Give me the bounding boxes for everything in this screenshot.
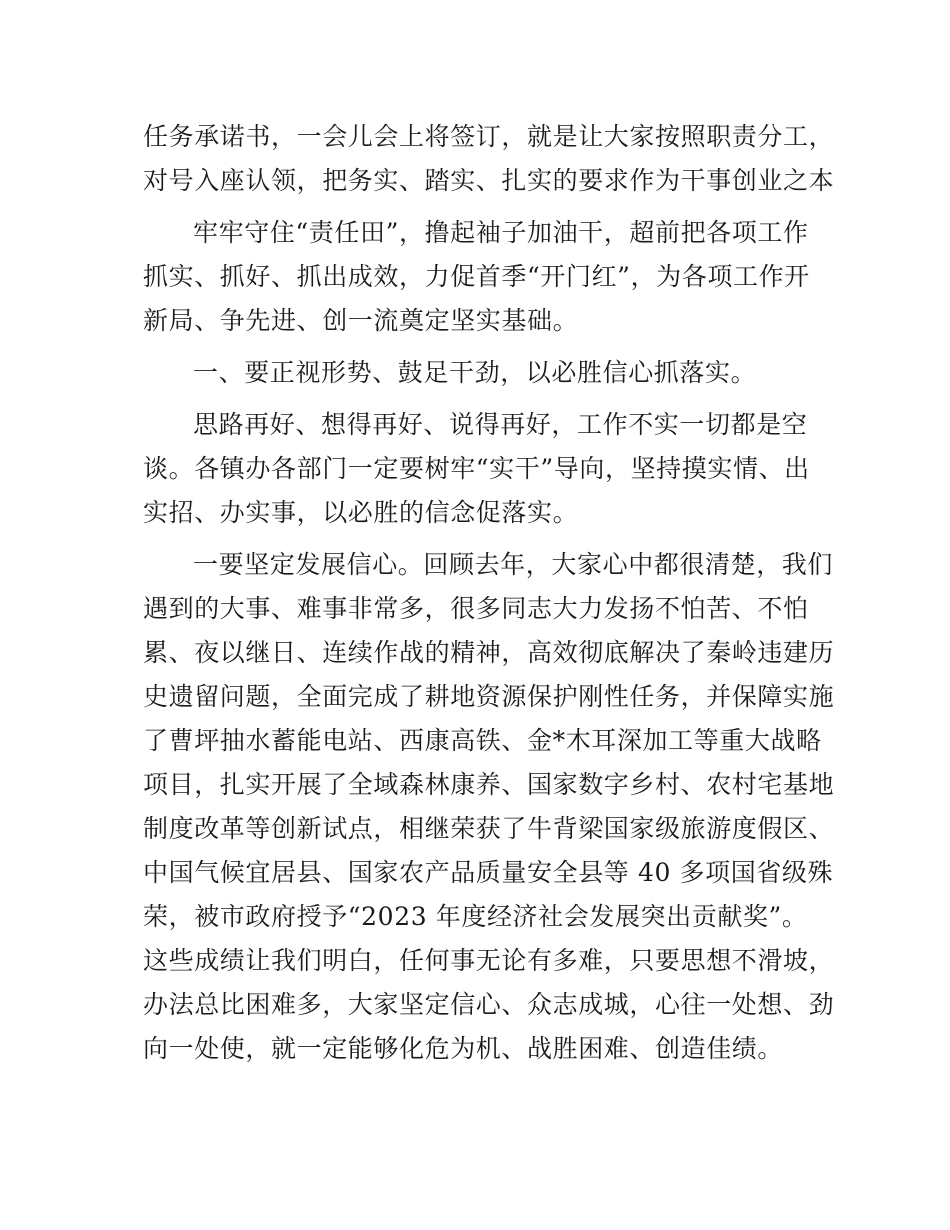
text-line: 了曹坪抽水蓄能电站、西康高铁、金*木耳深加工等重大战略 xyxy=(143,726,822,755)
text-line: 向一处使，就一定能够化危为机、战胜困难、创造佳绩。 xyxy=(143,1034,784,1063)
document-body xyxy=(143,115,835,1071)
text-line: 一要坚定发展信心。回顾去年，大家心中都很清楚，我们 xyxy=(193,550,834,579)
section-heading xyxy=(143,351,811,395)
text-line: 对号入座认领，把务实、踏实、扎实的要求作为干事创业之本 xyxy=(143,166,835,195)
paragraph-ideas xyxy=(143,403,811,535)
text-line: 项目，扎实开展了全域森林康养、国家数字乡村、农村宅基地 xyxy=(143,770,835,799)
text-line: 新局、争先进、创一流奠定坚实基础。 xyxy=(143,306,579,335)
text-line: 遇到的大事、难事非常多，很多同志大力发扬不怕苦、不怕 xyxy=(143,594,809,623)
text-line: 思路再好、想得再好、说得再好，工作不实一切都是空 xyxy=(193,410,808,439)
paragraph-responsibility xyxy=(143,211,811,343)
text-line: 任务承诺书，一会儿会上将签订，就是让大家按照职责分工， xyxy=(143,122,835,151)
text-line: 中国气候宜居县、国家农产品质量安全县等 40 多项国省级殊 xyxy=(143,858,834,887)
text-line: 谈。各镇办各部门一定要树牢“实干”导向，坚持摸实情、出 xyxy=(143,454,810,483)
paragraph-continuation xyxy=(143,115,835,203)
text-line: 史遗留问题，全面完成了耕地资源保护刚性任务，并保障实施 xyxy=(143,682,835,711)
text-line: 抓实、抓好、抓出成效，力促首季“开门红”，为各项工作开 xyxy=(143,262,810,291)
text-line: 累、夜以继日、连续作战的精神，高效彻底解决了秦岭违建历 xyxy=(143,638,835,667)
text-line: 牢牢守住“责任田”，撸起袖子加油干，超前把各项工作 xyxy=(193,218,809,247)
text-line: 这些成绩让我们明白，任何事无论有多难，只要思想不滑坡， xyxy=(143,946,835,975)
text-line: 办法总比困难多，大家坚定信心、众志成城，心往一处想、劲 xyxy=(143,990,835,1019)
text-line: 荣，被市政府授予“2023 年度经济社会发展突出贡献奖”。 xyxy=(143,902,808,931)
text-line: 实招、办实事，以必胜的信念促落实。 xyxy=(143,498,579,527)
heading-line: 一、要正视形势、鼓足干劲，以必胜信心抓落实。 xyxy=(193,358,757,387)
text-line: 制度改革等创新试点，相继荣获了牛背梁国家级旅游度假区、 xyxy=(143,814,835,843)
paragraph-confidence xyxy=(143,543,835,1071)
